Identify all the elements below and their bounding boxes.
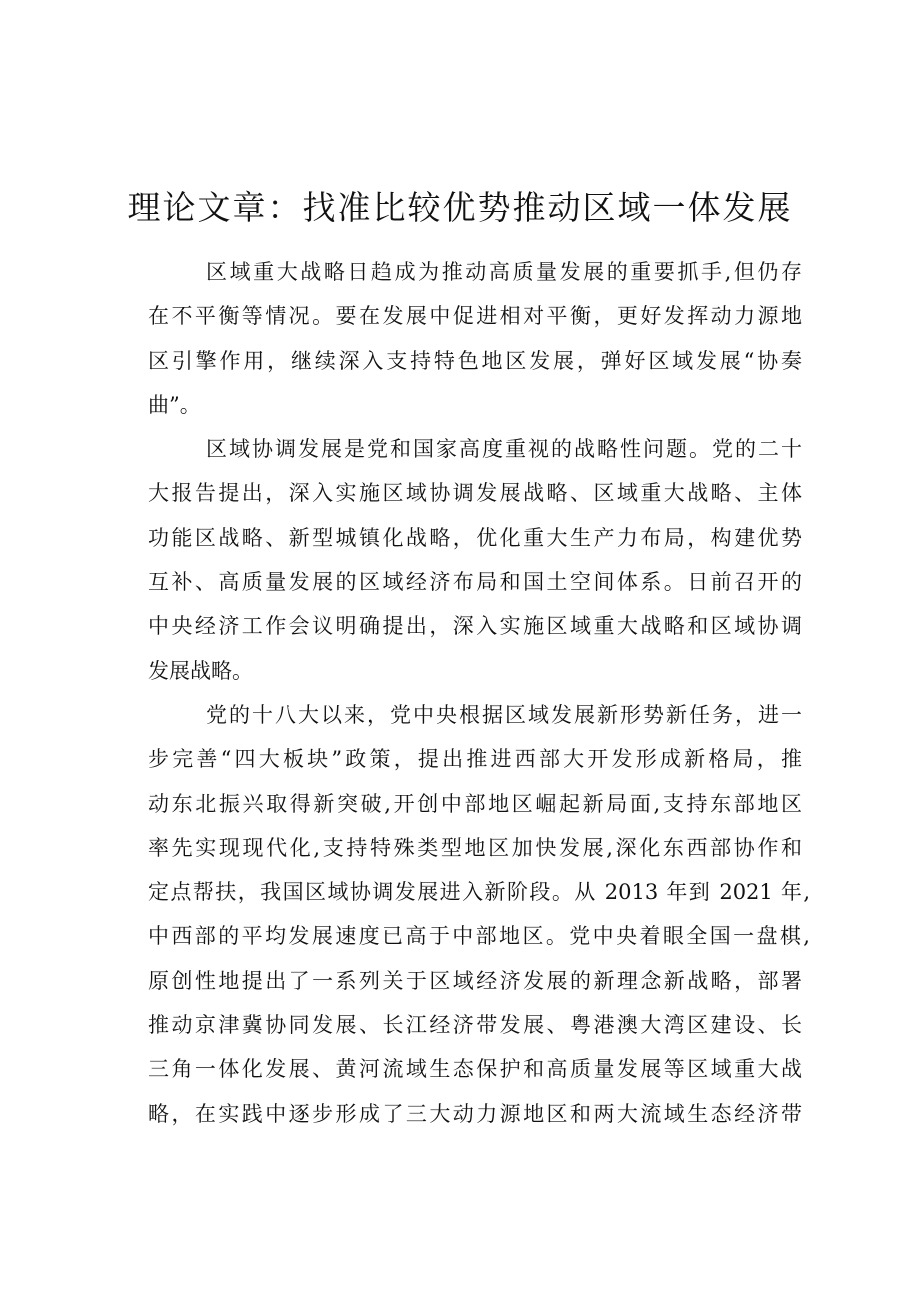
text-line: 曲”。: [148, 392, 201, 417]
text-line: 区域协调发展是党和国家高度重视的战略性问题。党的二十: [206, 437, 802, 462]
paragraph-1: [148, 250, 802, 427]
text-line: 在不平衡等情况。要在发展中促进相对平衡，更好发挥动力源地: [148, 304, 802, 329]
paragraph-3: [148, 693, 810, 1136]
text-line: 三角一体化发展、黄河流域生态保护和高质量发展等区域重大战: [148, 1057, 802, 1082]
text-line: 功能区战略、新型城镇化战略，优化重大生产力布局，构建优势: [148, 525, 802, 550]
text-line: 定点帮扶，我国区域协调发展进入新阶段。从 2013 年到 2021 年,: [148, 880, 810, 905]
text-line: 互补、高质量发展的区域经济布局和国土空间体系。日前召开的: [148, 570, 802, 595]
text-line: 率先实现现代化,支持特殊类型地区加快发展,深化东西部协作和: [148, 835, 802, 860]
text-line: 发展战略。: [148, 658, 253, 683]
text-line: 略，在实践中逐步形成了三大动力源地区和两大流域生态经济带: [148, 1101, 802, 1126]
text-line: 步完善“四大板块”政策，提出推进西部大开发形成新格局，推: [148, 747, 802, 772]
paragraph-2: [148, 427, 802, 693]
text-line: 大报告提出，深入实施区域协调发展战略、区域重大战略、主体: [148, 481, 802, 506]
text-line: 动东北振兴取得新突破,开创中部地区崛起新局面,支持东部地区: [148, 791, 802, 816]
text-line: 原创性地提出了一系列关于区域经济发展的新理念新战略，部署: [148, 968, 802, 993]
article-body: [148, 250, 810, 1136]
text-line: 区域重大战略日趋成为推动高质量发展的重要抓手,但仍存: [206, 260, 802, 284]
text-line: 中西部的平均发展速度已高于中部地区。党中央着眼全国一盘棋,: [148, 924, 810, 949]
text-line: 党的十八大以来，党中央根据区域发展新形势新任务，进一: [206, 702, 802, 727]
article-title: 理论文章：找准比较优势推动区域一体发展: [127, 188, 793, 228]
text-line: 中央经济工作会议明确提出，深入实施区域重大战略和区域协调: [148, 614, 802, 639]
text-line: 区引擎作用，继续深入支持特色地区发展，弹好区域发展“协奏: [148, 348, 802, 373]
text-line: 推动京津冀协同发展、长江经济带发展、粤港澳大湾区建设、长: [148, 1013, 802, 1038]
